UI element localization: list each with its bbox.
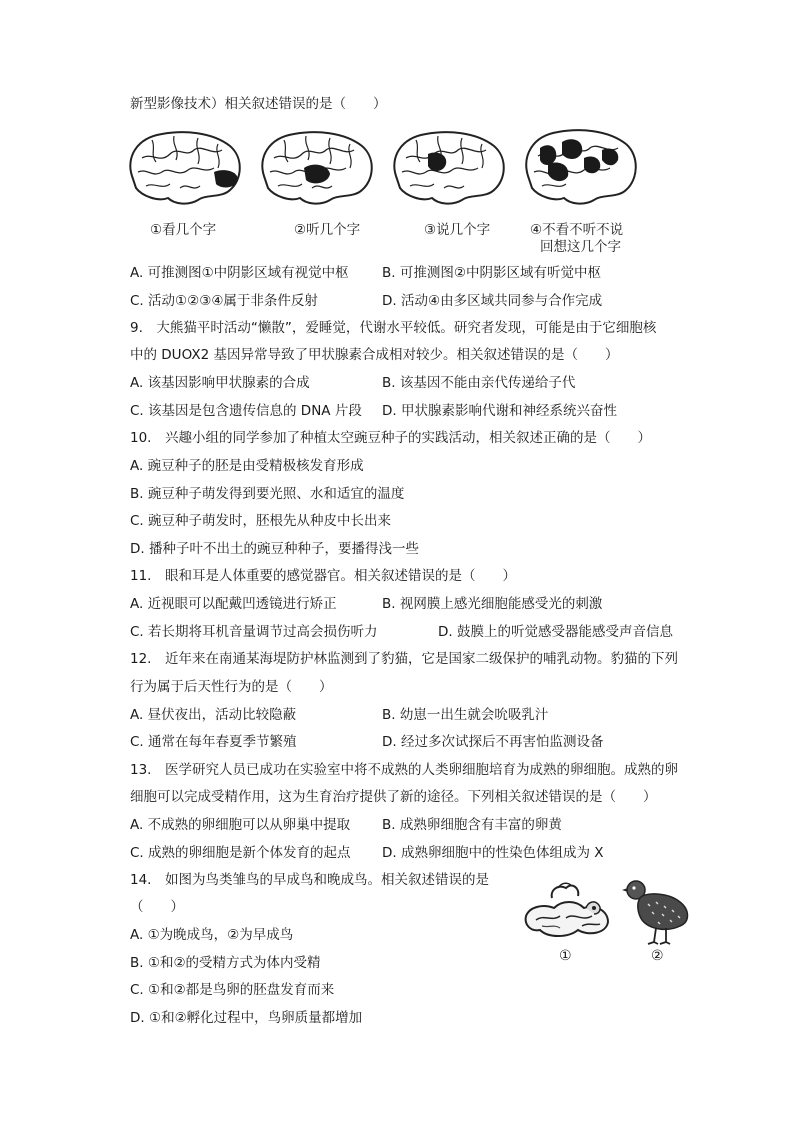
q8-option-c: C. 活动①②③④属于非条件反射 xyxy=(130,293,318,309)
q13-option-d: D. 成熟卵细胞中的性染色体组成为 X xyxy=(382,845,604,861)
bird-label-2: ② xyxy=(651,948,664,964)
q12-option-c: C. 通常在每年春夏季节繁殖 xyxy=(130,734,297,750)
q9-option-b: B. 该基因不能由亲代传递给子代 xyxy=(382,375,576,391)
caption-2: ②听几个字 xyxy=(294,222,361,238)
q12-option-d: D. 经过多次试探后不再害怕监测设备 xyxy=(382,734,604,750)
q13-stem-line1: 13. 医学研究人员已成功在实验室中将不成熟的人类卵细胞培育为成熟的卵细胞。成熟的卵 xyxy=(130,762,678,778)
q8-option-b: B. 可推测图②中阴影区域有听觉中枢 xyxy=(382,265,601,281)
q8-option-d: D. 活动④由多区域共同参与合作完成 xyxy=(382,293,603,309)
q8-stem: 新型影像技术）相关叙述错误的是（ ） xyxy=(130,96,387,112)
q14-stem-line1: 14. 如图为鸟类雏鸟的早成鸟和晚成鸟。相关叙述错误的是 xyxy=(130,872,489,888)
q14-option-a: A. ①为晚成鸟，②为早成鸟 xyxy=(130,927,294,943)
caption-4-line1: ④不看不听不说 xyxy=(530,222,624,238)
q13-option-c: C. 成熟的卵细胞是新个体发育的起点 xyxy=(130,845,351,861)
q10-option-a: A. 豌豆种子的胚是由受精极核发育形成 xyxy=(130,458,364,474)
q11-option-c: C. 若长期将耳机音量调节过高会损伤听力 xyxy=(130,624,378,640)
brain-figure-4 xyxy=(518,124,642,208)
precocial-chick-image xyxy=(620,874,692,946)
caption-4-line2: 回想这几个字 xyxy=(540,239,621,255)
q14-option-b: B. ①和②的受精方式为体内受精 xyxy=(130,955,321,971)
q10-option-b: B. 豌豆种子萌发得到要光照、水和适宜的温度 xyxy=(130,486,405,502)
altricial-chick-image xyxy=(522,878,614,942)
bird-label-1: ① xyxy=(559,948,572,964)
brain-figure-3 xyxy=(386,128,510,208)
q11-option-a: A. 近视眼可以配戴凹透镜进行矫正 xyxy=(130,596,337,612)
q13-option-a: A. 不成熟的卵细胞可以从卵巢中提取 xyxy=(130,817,351,833)
q11-option-b: B. 视网膜上感光细胞能感受光的刺激 xyxy=(382,596,603,612)
q13-stem-line2: 细胞可以完成受精作用，这为生育治疗提供了新的途径。下列相关叙述错误的是（ ） xyxy=(130,789,657,805)
brain-figure-1 xyxy=(122,128,246,208)
q12-stem-line2: 行为属于后天性行为的是（ ） xyxy=(130,679,333,695)
q9-option-d: D. 甲状腺素影响代谢和神经系统兴奋性 xyxy=(382,403,617,419)
q11-option-d: D. 鼓膜上的听觉感受器能感受声音信息 xyxy=(438,624,673,640)
q14-stem-line2: （ ） xyxy=(130,899,184,915)
q9-stem-line1: 9. 大熊猫平时活动“懒散”，爱睡觉，代谢水平较低。研究者发现，可能是由于它细胞核 xyxy=(130,320,657,336)
q9-option-c: C. 该基因是包含遗传信息的 DNA 片段 xyxy=(130,403,362,419)
brain-figure-2 xyxy=(254,128,378,208)
caption-1: ①看几个字 xyxy=(150,222,217,238)
q14-option-d: D. ①和②孵化过程中，鸟卵质量都增加 xyxy=(130,1010,363,1026)
q12-option-a: A. 昼伏夜出，活动比较隐蔽 xyxy=(130,707,297,723)
q10-option-d: D. 播种子叶不出土的豌豆种种子，要播得浅一些 xyxy=(130,541,419,557)
q11-stem: 11. 眼和耳是人体重要的感觉器官。相关叙述错误的是（ ） xyxy=(130,568,516,584)
q10-option-c: C. 豌豆种子萌发时，胚根先从种皮中长出来 xyxy=(130,513,392,529)
q8-option-a: A. 可推测图①中阴影区域有视觉中枢 xyxy=(130,265,349,281)
q13-option-b: B. 成熟卵细胞含有丰富的卵黄 xyxy=(382,817,562,833)
q9-option-a: A. 该基因影响甲状腺素的合成 xyxy=(130,375,310,391)
caption-3: ③说几个字 xyxy=(424,222,491,238)
q12-option-b: B. 幼崽一出生就会吮吸乳汁 xyxy=(382,707,549,723)
q9-stem-line2: 中的 DUOX2 基因异常导致了甲状腺素合成相对较少。相关叙述错误的是（ ） xyxy=(130,347,619,363)
q14-option-c: C. ①和②都是鸟卵的胚盘发育而来 xyxy=(130,982,335,998)
q10-stem: 10. 兴趣小组的同学参加了种植太空豌豆种子的实践活动，相关叙述正确的是（ ） xyxy=(130,430,651,446)
q12-stem-line1: 12. 近年来在南通某海堤防护林监测到了豹猫，它是国家二级保护的哺乳动物。豹猫的下列 xyxy=(130,651,678,667)
